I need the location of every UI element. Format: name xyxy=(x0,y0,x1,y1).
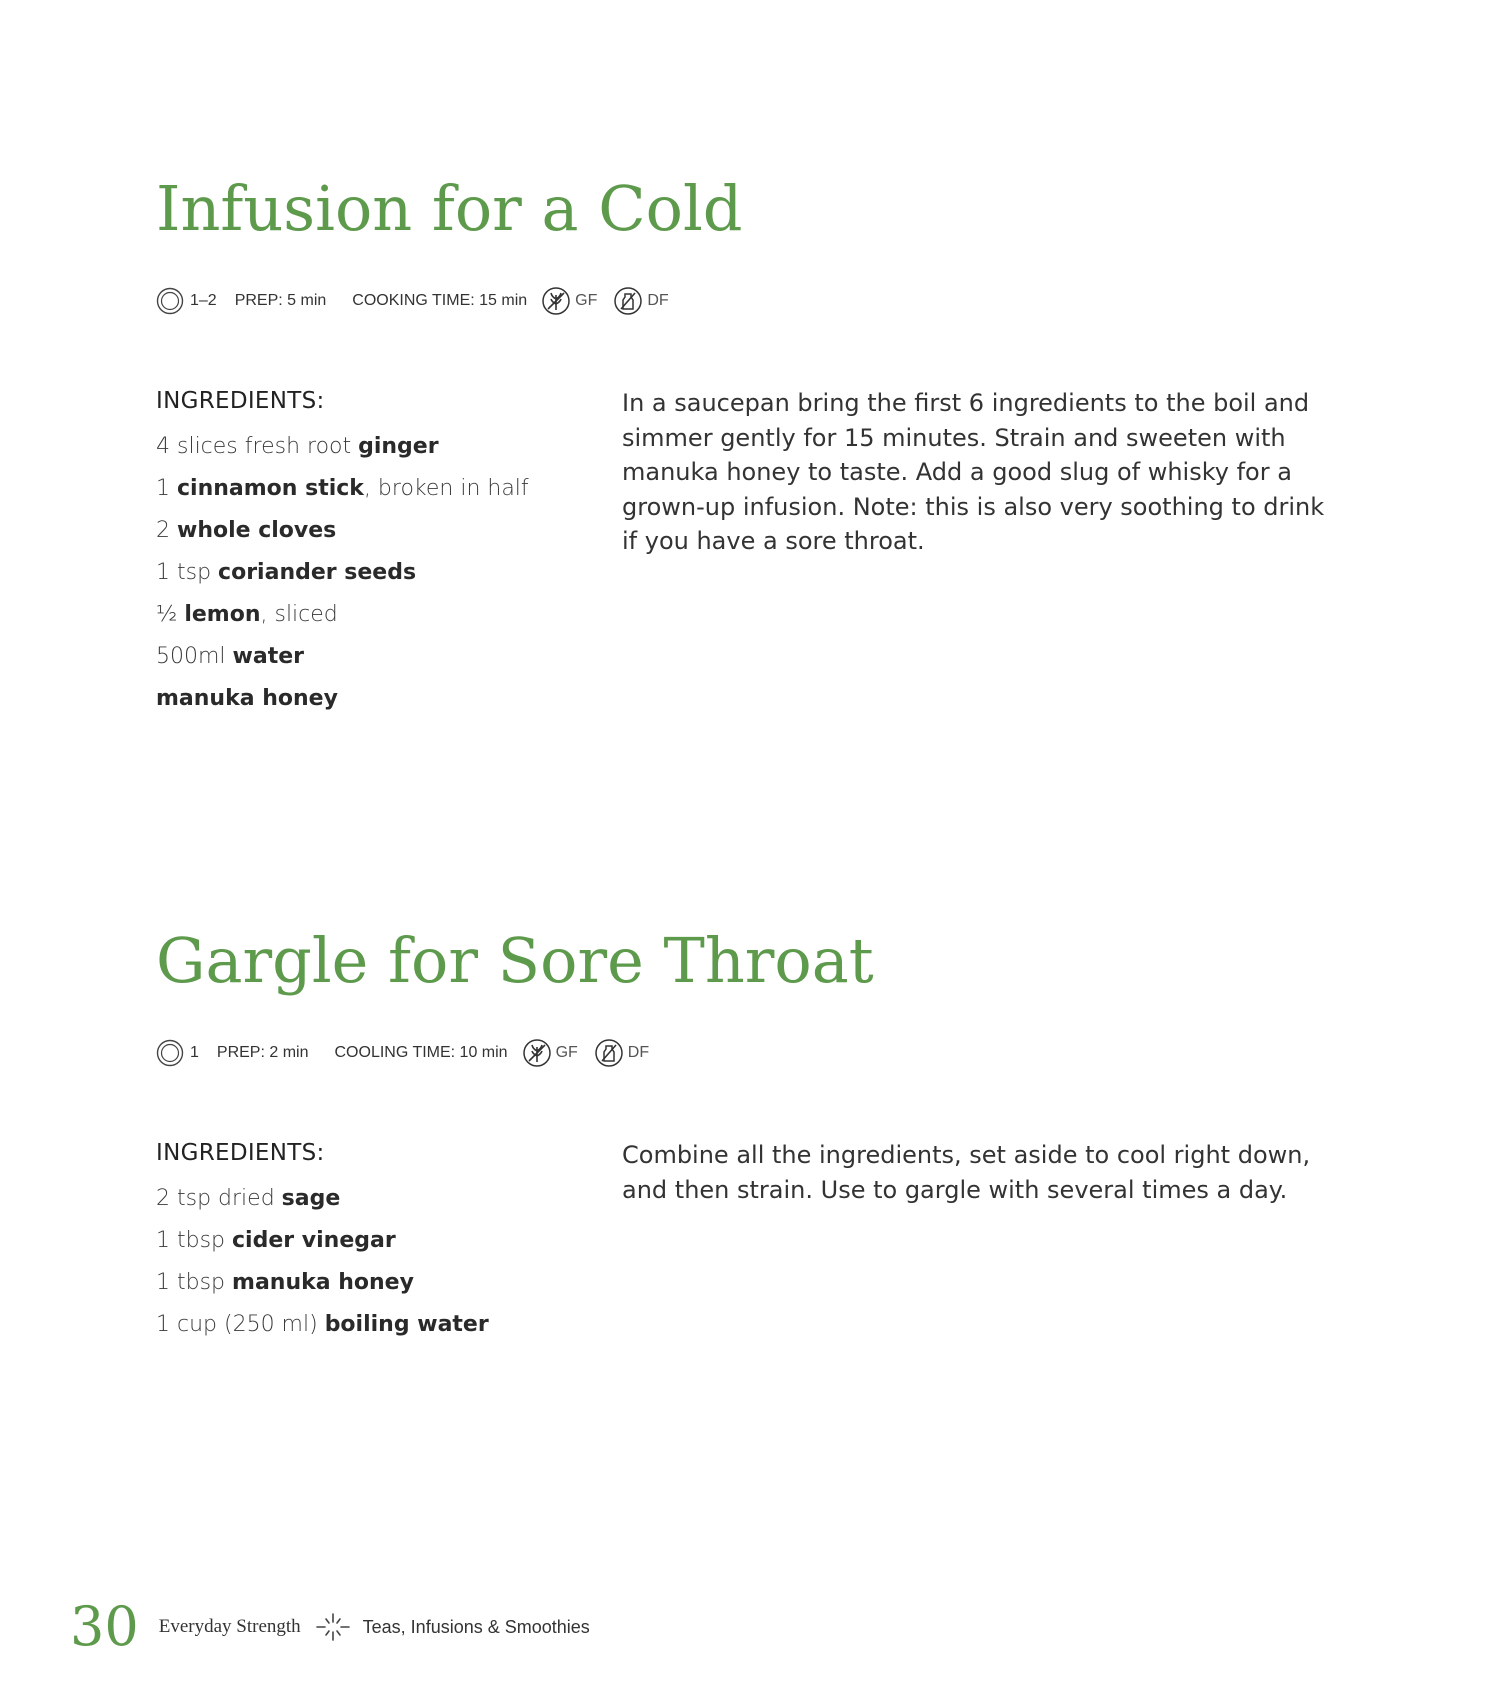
ingredient-item: 1 tbsp manuka honey xyxy=(156,1270,414,1295)
ingredients-block xyxy=(156,1140,596,1346)
page-footer xyxy=(70,1592,590,1662)
recipe-title: Gargle for Sore Throat xyxy=(156,924,874,997)
serves-count: 1 xyxy=(190,1044,199,1061)
ingredient-item: 2 whole cloves xyxy=(156,518,337,543)
section-name: Teas, Infusions & Smoothies xyxy=(362,1616,590,1637)
dairy-free-icon xyxy=(613,286,643,316)
ingredient-item: 1 tsp coriander seeds xyxy=(156,560,417,585)
cooking-time: COOKING TIME: 15 min xyxy=(352,292,528,309)
prep-time: PREP: 5 min xyxy=(234,292,327,309)
serves-count: 1–2 xyxy=(190,292,217,309)
ingredient-list xyxy=(156,426,596,720)
ingredient-item: 4 slices fresh root ginger xyxy=(156,434,439,459)
method-text: Combine all the ingredients, set aside to cool right down, and then strain. Use to gargle with several times a day. xyxy=(622,1141,1311,1204)
ingredient-item: 2 tsp dried sage xyxy=(156,1186,341,1211)
plate-icon xyxy=(156,287,184,315)
ingredient-item: 1 cinnamon stick, broken in half xyxy=(156,476,529,501)
dairy-free-label: DF xyxy=(627,1044,650,1061)
sparkle-icon xyxy=(313,1610,353,1644)
ingredients-heading: INGREDIENTS: xyxy=(156,388,325,414)
ingredient-list xyxy=(156,1178,596,1346)
plate-icon xyxy=(156,1039,184,1067)
ingredient-item: manuka honey xyxy=(156,686,338,711)
gluten-free-label: GF xyxy=(575,292,598,309)
dairy-free-icon xyxy=(594,1038,624,1068)
gluten-free-label: GF xyxy=(555,1044,578,1061)
method-text: In a saucepan bring the first 6 ingredients to the boil and simmer gently for 15 minutes. Strain and sweeten with manuka honey to taste. Add a good slug of whisky for a grown-up infusion. Note: this is also very soothing to drink if you have a sore throat. xyxy=(622,389,1325,555)
recipe-meta xyxy=(156,284,669,318)
book-title: Everyday Strength xyxy=(158,1616,301,1637)
cooling-time: COOLING TIME: 10 min xyxy=(334,1044,508,1061)
recipe-title: Infusion for a Cold xyxy=(156,172,743,245)
page-number: 30 xyxy=(70,1595,139,1658)
prep-time: PREP: 2 min xyxy=(216,1044,309,1061)
gluten-free-icon xyxy=(541,286,571,316)
ingredient-item: 1 cup (250 ml) boiling water xyxy=(156,1312,489,1337)
ingredient-item: ½ lemon, sliced xyxy=(156,602,338,627)
recipe-meta xyxy=(156,1036,649,1070)
ingredients-heading: INGREDIENTS: xyxy=(156,1140,325,1166)
gluten-free-icon xyxy=(522,1038,552,1068)
dairy-free-label: DF xyxy=(647,292,669,309)
ingredient-item: 1 tbsp cider vinegar xyxy=(156,1228,396,1253)
ingredients-block xyxy=(156,388,596,720)
ingredient-item: 500ml water xyxy=(156,644,304,669)
